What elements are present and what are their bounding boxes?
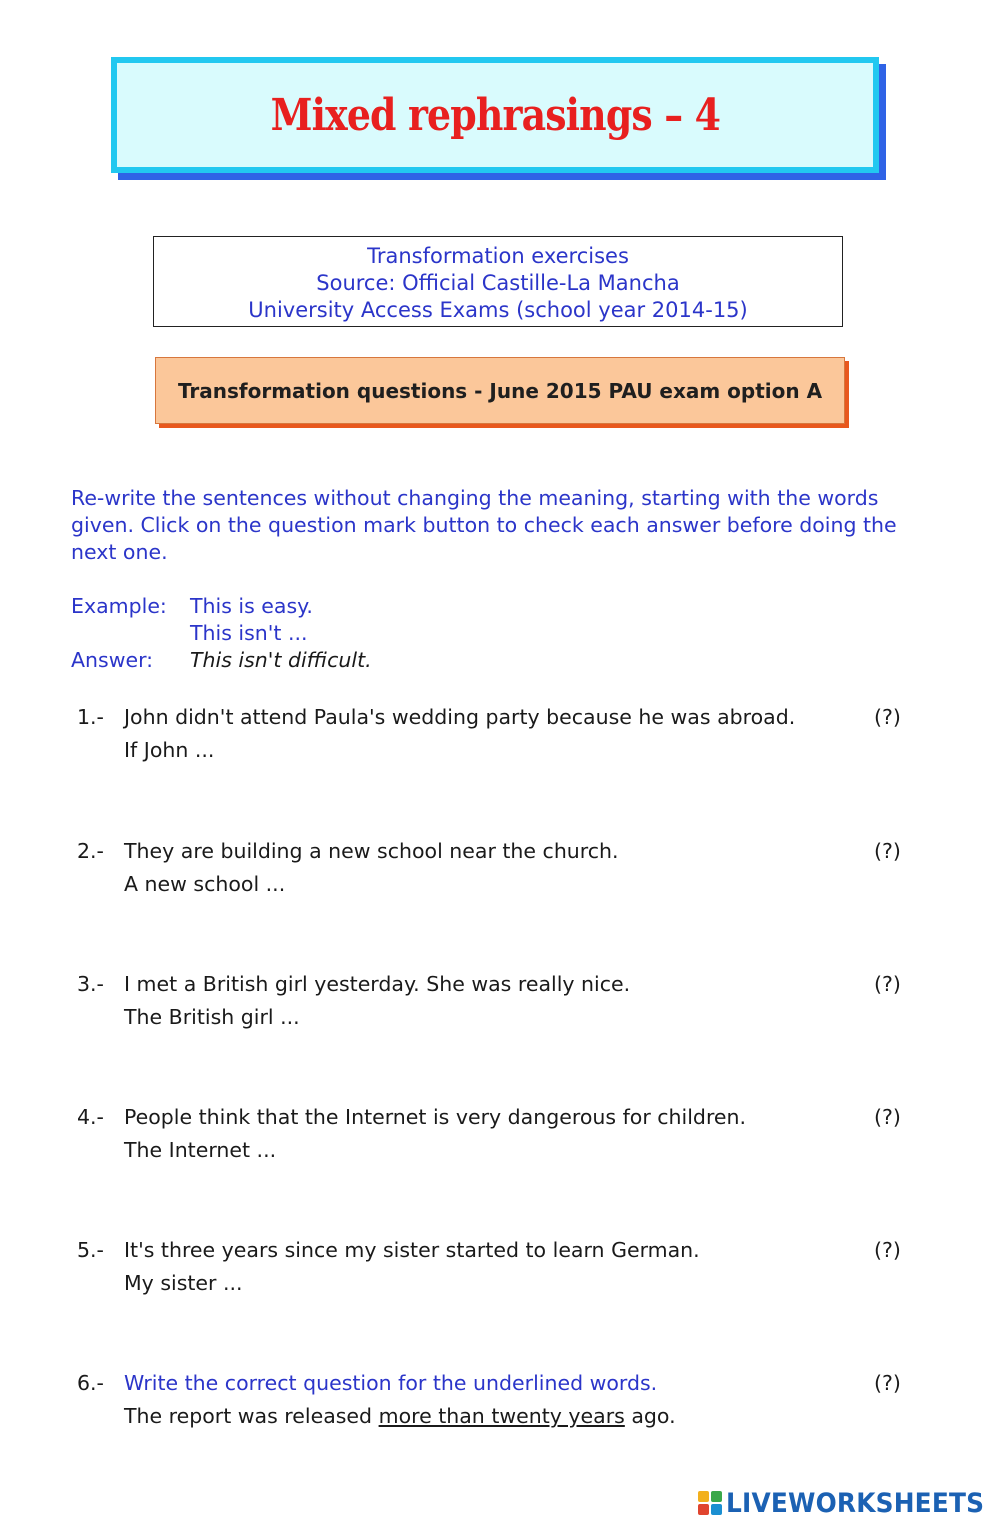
question-3 (77, 968, 937, 1034)
question-4 (77, 1101, 937, 1167)
logo-square-4 (711, 1504, 722, 1515)
question-prompt: The British girl ... (124, 1005, 300, 1029)
logo-square-3 (698, 1504, 709, 1515)
prompt-before: The report was released (124, 1404, 379, 1428)
question-number: 2.- (77, 839, 104, 863)
check-answer-button[interactable]: (?) (874, 972, 901, 996)
instructions: Re-write the sentences without changing the meaning, starting with the words given. Click on the question mark button to check each answer before doing the next one. (71, 486, 897, 564)
question-number: 6.- (77, 1371, 104, 1395)
question-2 (77, 835, 937, 901)
question-number: 1.- (77, 705, 104, 729)
question-prompt (77, 1400, 937, 1433)
source-line-1: Transformation exercises (367, 244, 629, 268)
example-prompt: This isn't ... (190, 621, 308, 645)
logo-square-1 (698, 1491, 709, 1502)
check-answer-button[interactable]: (?) (874, 1105, 901, 1129)
question-5 (77, 1234, 937, 1300)
logo-icon (698, 1491, 722, 1515)
question-text: Write the correct question for the underlined words. (124, 1371, 658, 1395)
example-sentence: This is easy. (190, 594, 313, 618)
example-label: Example: (71, 594, 167, 618)
check-answer-button[interactable]: (?) (874, 1238, 901, 1262)
question-text: People think that the Internet is very dangerous for children. (124, 1105, 747, 1129)
question-number: 5.- (77, 1238, 104, 1262)
section-banner: Transformation questions - June 2015 PAU exam option A (155, 357, 845, 424)
example-block (71, 593, 671, 674)
question-text: John didn't attend Paula's wedding party because he was abroad. (124, 705, 796, 729)
question-text: They are building a new school near the church. (124, 839, 619, 863)
underlined-words: more than twenty years (378, 1404, 625, 1428)
logo-text: LIVEWORKSHEETS (726, 1487, 985, 1519)
prompt-after: ago. (624, 1404, 676, 1428)
source-line-3: University Access Exams (school year 2014-15) (248, 298, 748, 322)
title-box (111, 57, 879, 173)
page-title: Mixed rephrasings – 4 (270, 89, 720, 141)
source-line-2: Source: Official Castille-La Mancha (316, 271, 680, 295)
question-prompt: The Internet ... (124, 1138, 277, 1162)
source-box (153, 236, 843, 327)
question-prompt: If John ... (124, 738, 215, 762)
answer-label: Answer: (71, 648, 154, 672)
question-number: 4.- (77, 1105, 104, 1129)
question-prompt: A new school ... (124, 872, 286, 896)
question-text: It's three years since my sister started to learn German. (124, 1238, 700, 1262)
logo-square-2 (711, 1491, 722, 1502)
question-1 (77, 701, 937, 767)
check-answer-button[interactable]: (?) (874, 1371, 901, 1395)
question-6 (77, 1367, 937, 1433)
question-prompt: My sister ... (124, 1271, 243, 1295)
liveworksheets-logo (698, 1488, 1000, 1518)
check-answer-button[interactable]: (?) (874, 839, 901, 863)
example-answer: This isn't difficult. (190, 648, 372, 672)
check-answer-button[interactable]: (?) (874, 705, 901, 729)
question-text: I met a British girl yesterday. She was really nice. (124, 972, 631, 996)
question-number: 3.- (77, 972, 104, 996)
